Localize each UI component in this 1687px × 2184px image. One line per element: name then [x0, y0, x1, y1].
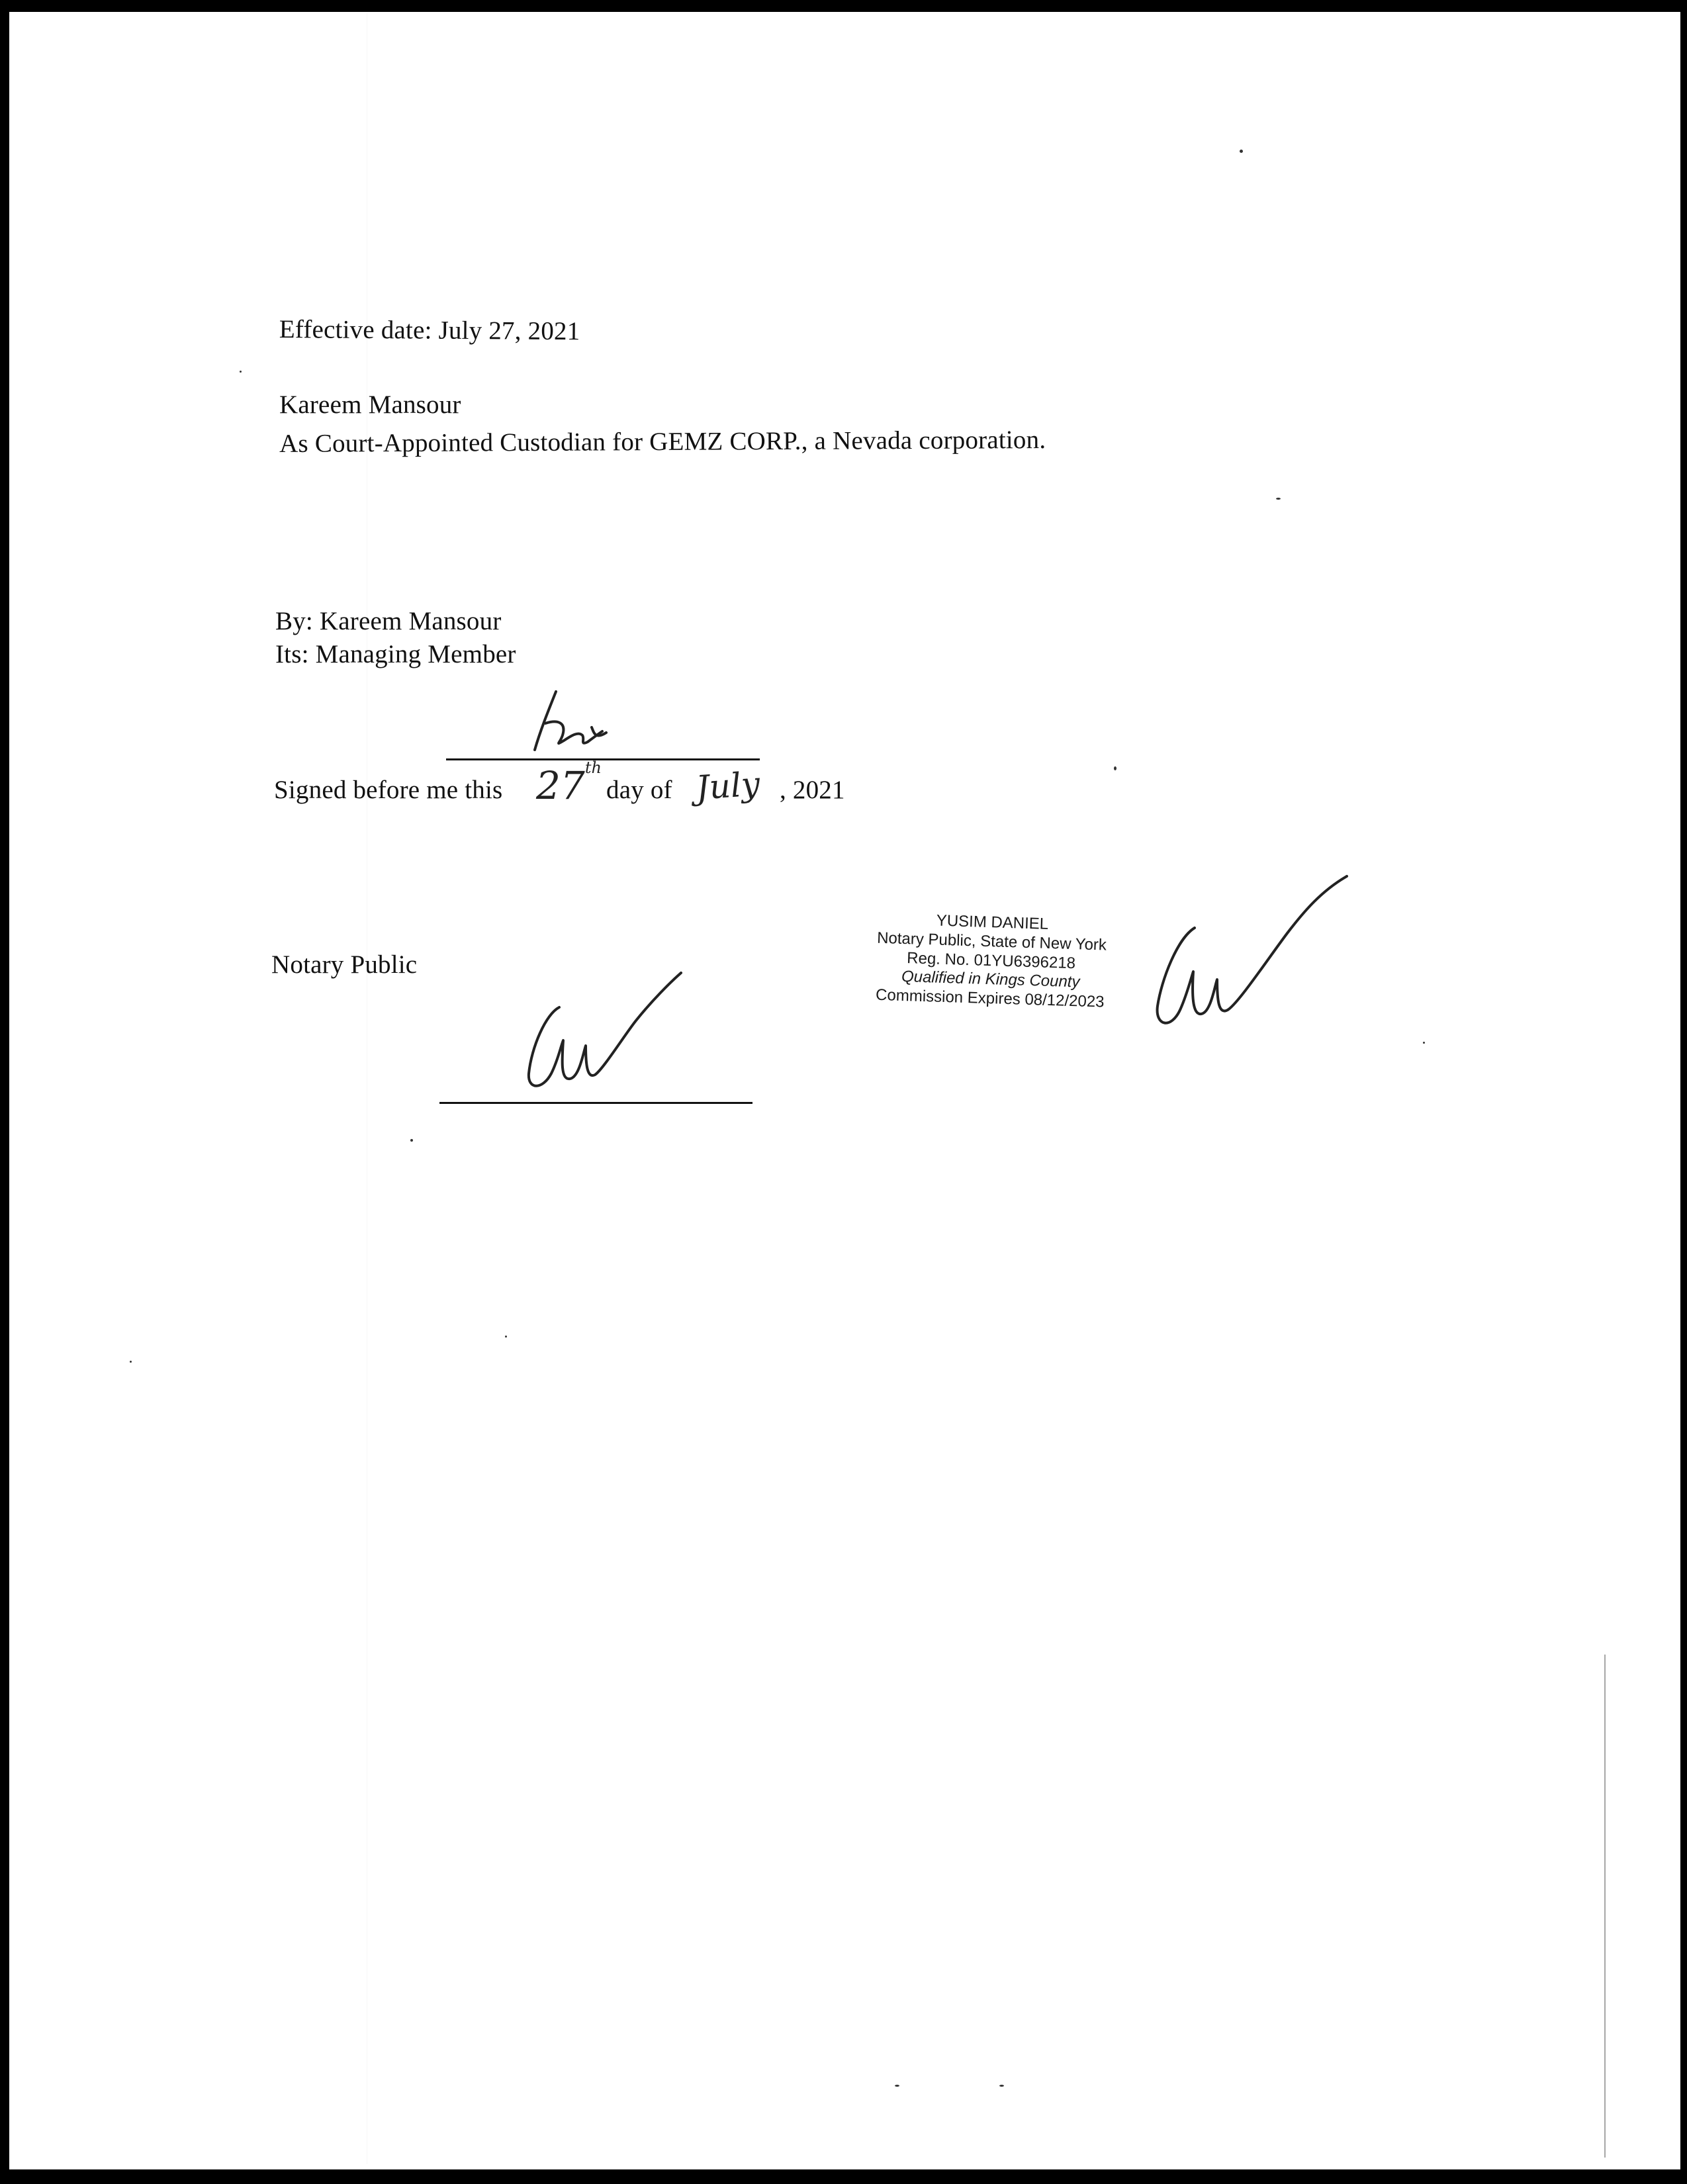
- scan-speck: [1276, 498, 1281, 500]
- custodian-role: As Court-Appointed Custodian for GEMZ CORP., a Nevada corporation.: [279, 425, 1046, 458]
- scan-speck: [895, 2085, 899, 2087]
- custodian-name: Kareem Mansour: [279, 390, 461, 419]
- scan-speck: [1423, 1042, 1425, 1044]
- its-line: Its: Managing Member: [275, 640, 516, 668]
- scan-speck: [505, 1336, 507, 1338]
- scan-speck: [1240, 150, 1243, 153]
- notary-stamp-signature: [1148, 874, 1360, 1039]
- effective-date: Effective date: July 27, 2021: [279, 315, 580, 346]
- signer-signature: [516, 685, 668, 758]
- signed-day-suffix: th: [584, 758, 602, 777]
- notary-stamp-expires: Commission Expires 08/12/2023: [875, 985, 1105, 1011]
- notary-signature: [520, 968, 738, 1100]
- notary-stamp: [837, 909, 1144, 1013]
- notary-stamp-title: Notary Public, State of New York: [876, 929, 1107, 954]
- signed-day-handwritten: [536, 758, 602, 808]
- signed-month-handwritten: July: [694, 764, 762, 807]
- signed-day: 27: [536, 763, 585, 808]
- signed-before-line: [274, 777, 502, 803]
- notary-stamp-name: YUSIM DANIEL: [936, 911, 1049, 933]
- notary-signature-line: [439, 1102, 752, 1104]
- scan-speck: [1114, 766, 1117, 770]
- signer-signature-line: [446, 758, 760, 760]
- scan-speck: [130, 1361, 132, 1363]
- scan-edge-mark: [1604, 1655, 1606, 2158]
- signed-year: , 2021: [780, 776, 845, 804]
- notary-stamp-reg: Reg. No. 01YU6396218: [906, 948, 1076, 972]
- signed-middle: day of: [606, 776, 672, 804]
- scan-speck: [410, 1139, 413, 1142]
- scan-speck: [240, 371, 242, 373]
- by-line: By: Kareem Mansour: [275, 607, 502, 635]
- signed-prefix: Signed before me this: [274, 776, 503, 804]
- notary-stamp-county: Qualified in Kings County: [901, 968, 1080, 991]
- scan-speck: [999, 2085, 1004, 2087]
- notary-label: Notary Public: [271, 950, 418, 979]
